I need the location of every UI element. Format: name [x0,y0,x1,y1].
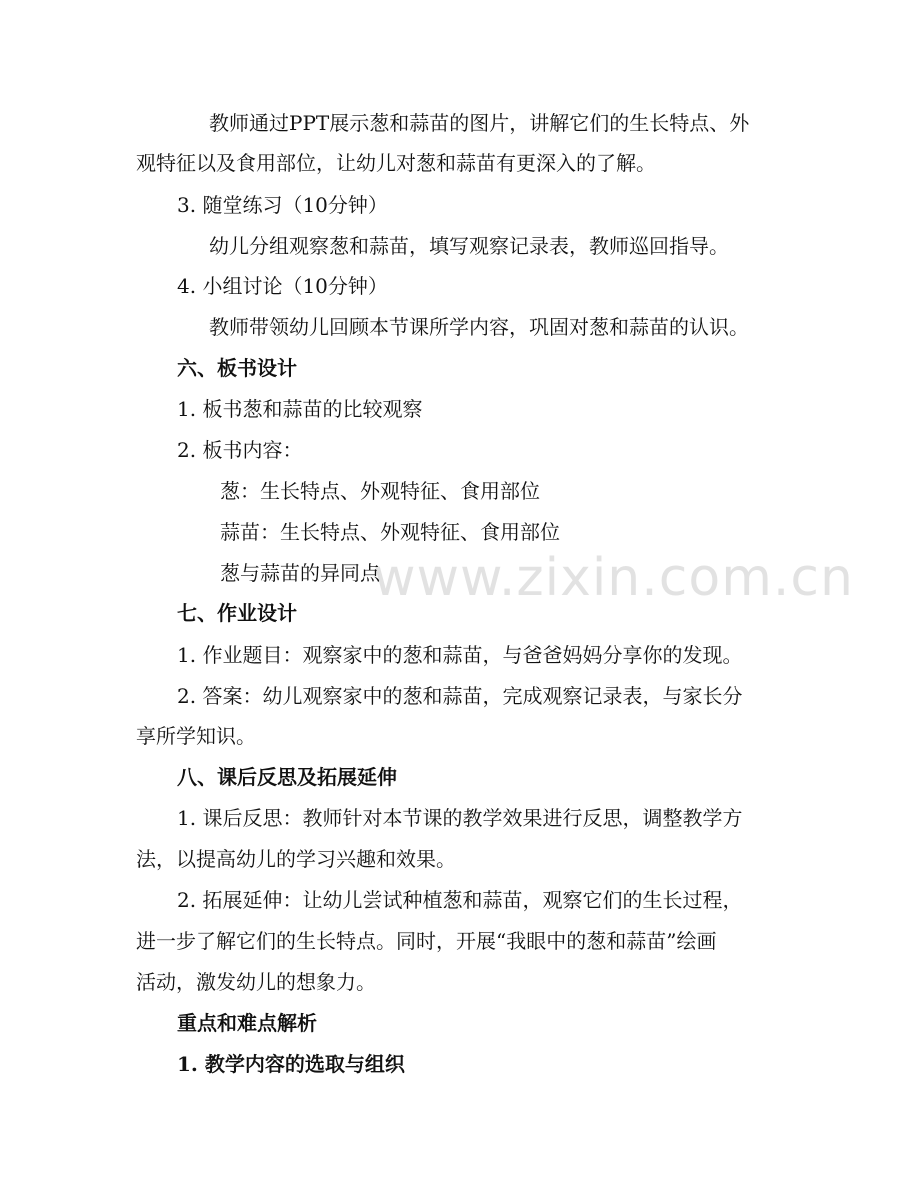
board-content-line: 葱：生长特点、外观特征、食用部位 [220,479,540,503]
section-heading: 重点和难点解析 [177,1011,317,1035]
paragraph-line: 教师通过PPT展示葱和蒜苗的图片，讲解它们的生长特点、外 [209,111,750,135]
list-item: 1. 作业题目：观察家中的葱和蒜苗，与爸爸妈妈分享你的发现。 [177,643,743,667]
section-heading: 七、作业设计 [177,601,297,625]
board-content-line: 蒜苗：生长特点、外观特征、食用部位 [220,520,560,544]
section-heading: 八、课后反思及拓展延伸 [177,765,397,789]
list-item: 2. 拓展延伸：让幼儿尝试种植葱和蒜苗，观察它们的生长过程， [177,888,743,912]
board-content-line: 葱与蒜苗的异同点 [220,561,380,585]
paragraph-line: 观特征以及食用部位，让幼儿对葱和蒜苗有更深入的了解。 [136,151,656,175]
section-heading: 六、板书设计 [177,356,297,380]
watermark: www.zixin.com.cn [373,548,854,608]
list-item: 2. 答案：幼儿观察家中的葱和蒜苗，完成观察记录表，与家长分 [177,684,743,708]
list-item: 1. 课后反思：教师针对本节课的教学效果进行反思，调整教学方 [177,806,743,830]
section-heading: 1. 教学内容的选取与组织 [177,1052,405,1076]
list-item: 3. 随堂练习（10分钟） [177,193,388,217]
paragraph-line: 进一步了解它们的生长特点。同时，开展“我眼中的葱和蒜苗”绘画 [136,929,717,953]
paragraph-line: 活动，激发幼儿的想象力。 [136,970,376,994]
list-item: 4. 小组讨论（10分钟） [177,274,388,298]
paragraph-line: 教师带领幼儿回顾本节课所学内容，巩固对葱和蒜苗的认识。 [209,315,749,339]
list-item: 1. 板书葱和蒜苗的比较观察 [177,397,423,421]
paragraph-line: 法，以提高幼儿的学习兴趣和效果。 [136,847,456,871]
paragraph-line: 幼儿分组观察葱和蒜苗，填写观察记录表，教师巡回指导。 [209,234,729,258]
list-item: 2. 板书内容： [177,438,303,462]
paragraph-line: 享所学知识。 [136,724,256,748]
